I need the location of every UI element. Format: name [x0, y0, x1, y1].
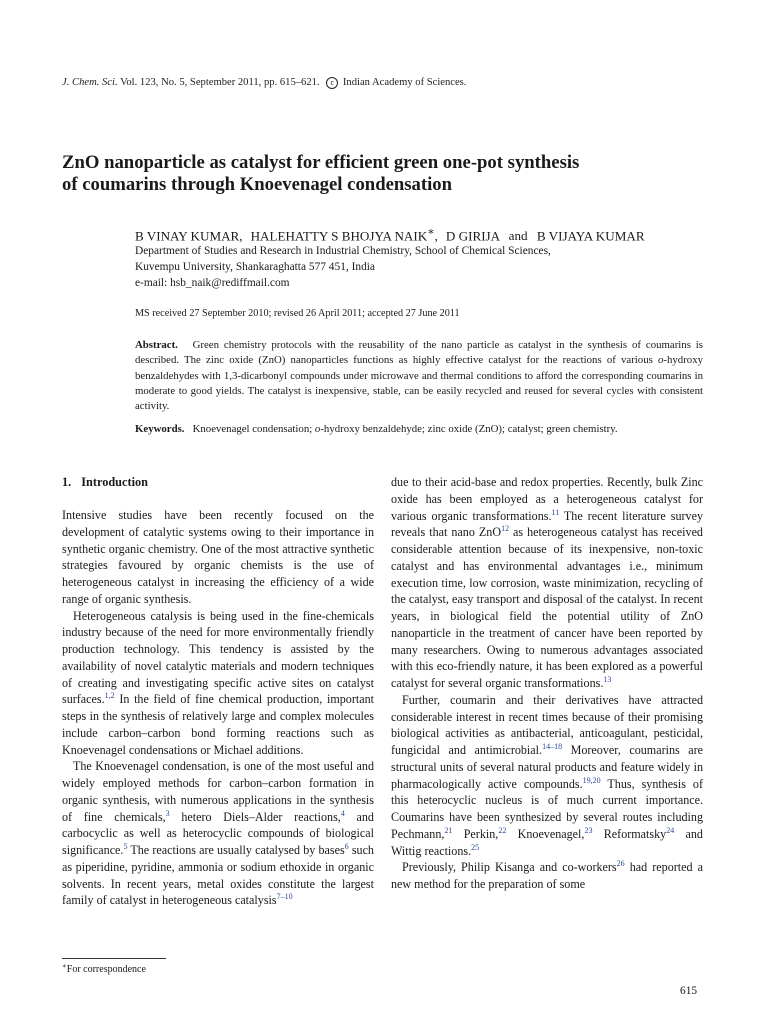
citation-ref[interactable]: 25	[471, 842, 480, 852]
text-run: and carbocyclic as well as heterocyclic compounds of biological significance.	[62, 809, 374, 857]
citation-ref[interactable]: 22	[498, 825, 507, 835]
citation-ref[interactable]: 26	[616, 859, 625, 869]
keywords-text-2: -hydroxy benzaldehyde; zinc oxide (ZnO); catalyst; green chemistry.	[320, 423, 618, 435]
text-run: and Wittig reactions.	[391, 826, 703, 858]
citation-ref[interactable]: 13	[603, 675, 612, 684]
abstract-text-1: Green chemistry protocols with the reusability of the nano particle as catalyst in the synthesis of coumarins is described. The zinc oxide (ZnO) nanoparticles functions as highly effective catalyst for the reactions of various	[135, 339, 704, 367]
correspondence-mark: ∗	[427, 226, 435, 238]
footnote-divider	[62, 958, 166, 959]
citation-ref[interactable]: 5	[123, 842, 128, 851]
author-list	[135, 225, 645, 244]
right-column	[391, 474, 703, 893]
section-title: Introduction	[81, 475, 148, 489]
journal-citation	[62, 77, 466, 89]
author-4: B VIJAYA KUMAR	[536, 228, 645, 244]
received-dates: MS received 27 September 2010; revised 26 April 2011; accepted 27 June 2011	[135, 308, 460, 319]
title-line-2: of coumarins through Knoevenagel condensation	[62, 174, 453, 195]
intro-paragraph-4	[391, 474, 703, 692]
intro-paragraph-1: Intensive studies have been recently focused on the development of catalytic systems owing to their importance in synthetic organic chemistry. One of the most attractive synthetic strategies favoured by organic chemists is the use of heterogeneous catalyst in increasing the efficiency of a wide range of organic synthesis.	[62, 508, 374, 606]
text-run: Perkin,	[452, 826, 499, 841]
text-run: In the field of fine chemical production, important steps in the synthesis of relatively large and complex molecules include carbon–carbon bond forming reactions such as Knoevenagel condensations or Michael additions.	[62, 692, 374, 757]
footnote-mark: ∗	[62, 962, 67, 970]
text-run: The Knoevenagel condensation, is one of the most useful and widely employed methods for carbon–carbon formation in organic synthesis, with numerous applications in the synthesis of fine chemicals,	[62, 759, 374, 824]
citation-ref[interactable]: 1,2	[104, 691, 115, 701]
citation-ref[interactable]: 3	[165, 808, 170, 818]
volume-info: Vol. 123, No. 5, September 2011, pp. 615–621.	[120, 77, 320, 88]
intro-paragraph-6	[391, 859, 703, 893]
publisher: Indian Academy of Sciences.	[342, 77, 467, 88]
text-run: Moreover, coumarins are structural units of several natural products and feature widely in pharmacologically active compounds.	[391, 743, 704, 791]
text-run: had reported a new method for the preparation of some	[391, 860, 703, 891]
text-run: Reformatsky	[592, 826, 667, 841]
keywords-italic-o: o	[314, 423, 321, 435]
text-run: Heterogeneous catalysis is being used in the fine-chemicals industry because of the need for more environmentally friendly production technology. This tendency is assisted by the availability of novel catalytic materials and modern techniques of creating and investigating specific active sites on catalyst surfaces.	[62, 608, 374, 707]
author-1: B VINAY KUMAR,	[135, 228, 243, 244]
text-run: The recent literature survey reveals that nano ZnO	[391, 508, 703, 540]
citation-ref[interactable]: 11	[551, 507, 560, 517]
author-2: HALEHATTY S BHOJYA NAIK	[250, 228, 428, 244]
text-run: Previously, Philip Kisanga and co-workers	[402, 860, 617, 875]
text-run: The reactions are usually catalysed by bases	[127, 843, 345, 857]
page-number: 615	[680, 985, 698, 997]
citation-ref[interactable]: 23	[584, 825, 593, 835]
abstract-text-2: -hydroxy benzaldehydes with 1,3-dicarbonyl compounds under microwave and thermal conditions to afford the corresponding coumarins in moderate to good yields. The catalyst is inexpensive, stable, can be easily recycled and reused for several cycles with consistent activity.	[135, 354, 703, 413]
abstract-italic-o: o	[658, 354, 664, 367]
intro-paragraph-3	[62, 758, 374, 909]
citation-ref[interactable]: 4	[340, 808, 345, 818]
paper-title	[62, 152, 702, 196]
text-run: such as piperidine, pyridine, ammonia or sodium ethoxide in organic solvents. In recent years, metal oxides constitute the largest family of catalyst in heterogeneous catalysis	[62, 843, 374, 908]
text-run: Thus, synthesis of this heterocyclic nucleus is of much current importance. Coumarins have been synthesized by several routes including Pechmann,	[391, 776, 703, 841]
affiliation-line-2: Kuvempu University, Shankaraghatta 577 451, India	[135, 261, 375, 273]
text-run: hetero Diels–Alder reactions,	[169, 809, 341, 824]
keywords-text-1: Knoevenagel condensation;	[192, 423, 315, 435]
citation-ref[interactable]: 21	[444, 825, 453, 835]
affiliation-line-1: Department of Studies and Research in Industrial Chemistry, School of Chemical Sciences,	[135, 245, 551, 257]
intro-paragraph-5	[391, 692, 703, 860]
copyright-icon: c	[326, 77, 338, 89]
citation-ref[interactable]: 6	[344, 842, 349, 851]
keywords	[135, 422, 703, 437]
citation-ref[interactable]: 12	[501, 524, 510, 534]
text-run: as heterogeneous catalyst has received considerable attention because of its inexpensive, non-toxic catalyst and has environmental advantages i.e., minimum execution time, low corrosion, waste minimization, recycling of the catalyst, easy transport and disposal of the catalyst. In recent years, in biological field the potential utility of ZnO nanoparticle in the treatment of cancer have been reported by many researchers. Owing to numerous advantages associated with this eco-friendly nature, it has been explored as a powerful catalyst for several organic transformations.	[391, 525, 703, 690]
footnote	[62, 962, 146, 975]
author-and: and	[508, 228, 528, 244]
author-2-comma: ,	[434, 228, 438, 244]
affiliation	[135, 243, 551, 291]
citation-ref[interactable]: 24	[666, 825, 675, 835]
title-line-1: ZnO nanoparticle as catalyst for efficient green one-pot synthesis	[62, 152, 580, 173]
author-email: e-mail: hsb_naik@rediffmail.com	[135, 277, 290, 289]
author-3: D GIRIJA	[445, 228, 500, 244]
citation-ref[interactable]: 19,20	[582, 775, 601, 785]
keywords-label: Keywords.	[135, 423, 185, 435]
citation-ref[interactable]: 7–10	[276, 892, 293, 902]
abstract-label: Abstract.	[135, 339, 178, 351]
abstract	[135, 338, 703, 414]
text-run: Knoevenagel,	[506, 826, 585, 841]
text-run: Further, coumarin and their derivatives have attracted considerable interest in recent times because of their promising biological activities as antibacterial, anticoagulant, pesticidal, fungicidal and antimicrobial.	[391, 692, 703, 757]
left-column	[62, 474, 374, 909]
citation-ref[interactable]: 14–18	[542, 742, 563, 751]
section-heading	[62, 474, 374, 491]
text-run: due to their acid-base and redox properties. Recently, bulk Zinc oxide has been employed as a heterogeneous catalyst for various organic transformations.	[391, 475, 703, 523]
section-number: 1.	[62, 475, 72, 489]
footnote-text: For correspondence	[66, 964, 146, 975]
journal-name: J. Chem. Sci.	[62, 77, 118, 88]
intro-paragraph-2	[62, 608, 374, 759]
